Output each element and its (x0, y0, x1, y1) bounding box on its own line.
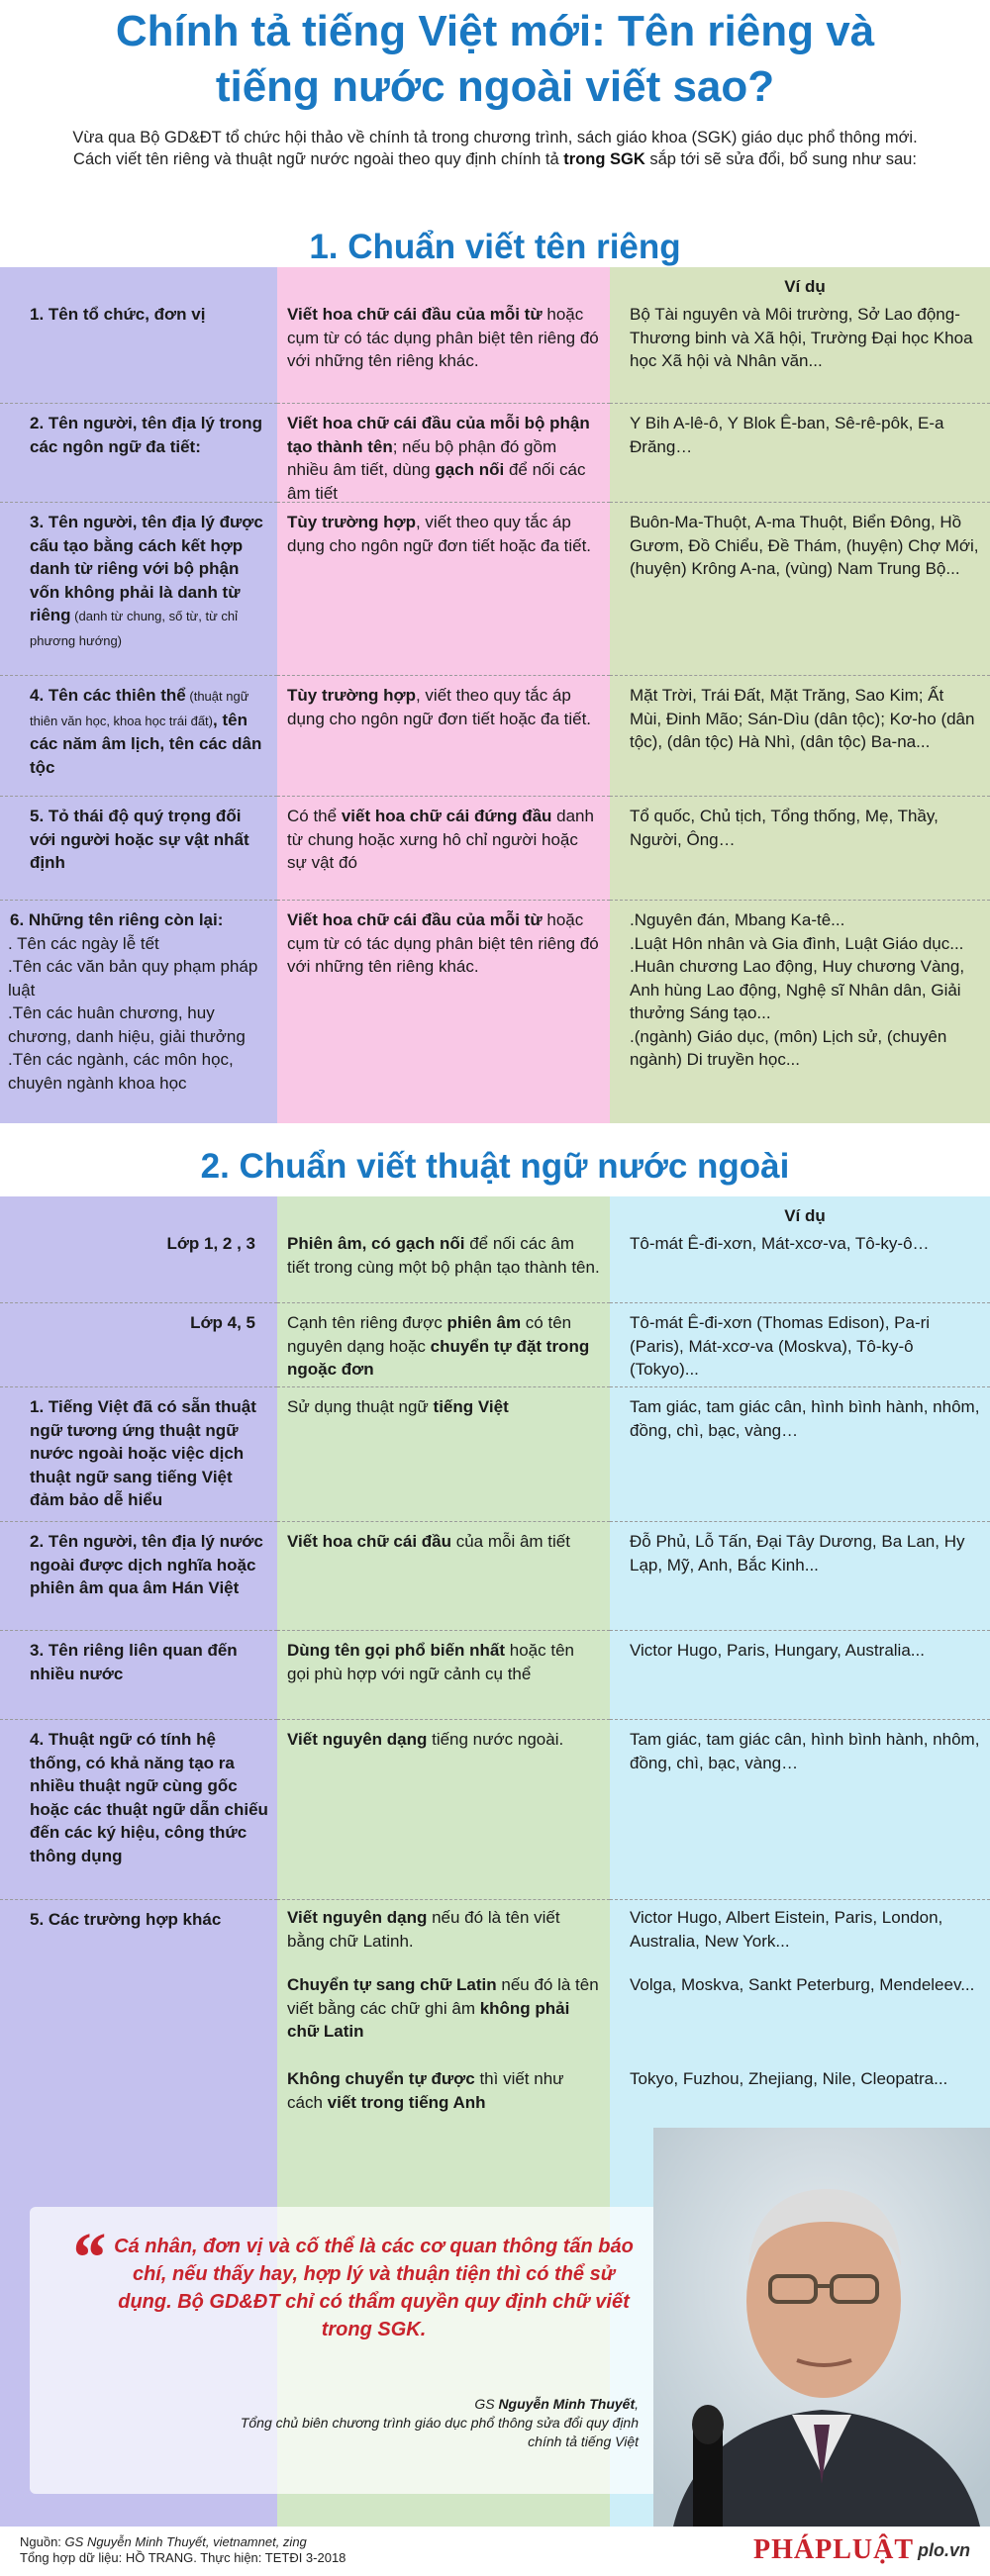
rule-emphasis: Tùy trường hợp (287, 686, 416, 705)
table-row-category: 4. Thuật ngữ có tính hệ thống, có khả năng tạo ra nhiều thuật ngữ cùng gốc hoặc các thuật ngữ dẫn chiếu đến các ký hiệu, công thức thông dụng (0, 1720, 277, 1900)
intro-text-part: Cách viết tên riêng và thuật ngữ nước ngoài theo quy định chính tả (73, 150, 564, 168)
rule-text: để nối các âm tiết trong cùng một bộ phận tạo thành tên. (287, 1234, 600, 1277)
sub-rule (277, 1967, 610, 2061)
rule-emphasis: không phải chữ Latin (287, 1998, 570, 2041)
rule-text: có tên nguyên dạng hoặc (287, 1313, 572, 1356)
table-row-category: Lớp 1, 2 , 3 (0, 1224, 277, 1303)
category-text: , tên các năm âm lịch, tên các dân tộc (30, 710, 262, 777)
table-row-rule (277, 1303, 610, 1387)
example-header: Ví dụ (784, 277, 826, 296)
table-row-rule (277, 1387, 610, 1522)
rule-text: để nối các âm tiết (287, 460, 586, 503)
rule-emphasis: tiếng Việt (433, 1397, 509, 1416)
intro-line-1: Vừa qua Bộ GD&ĐT tổ chức hội thảo về chính tả trong chương trình, sách giáo khoa (SGK) giáo dục phổ thông mới. (72, 129, 918, 146)
table-row-example: Tổ quốc, Chủ tịch, Tổng thống, Mẹ, Thầy, Người, Ông… (610, 797, 990, 901)
rule-emphasis: gạch nối (435, 460, 505, 479)
table-row-example-group (610, 1900, 990, 2138)
category-column (0, 267, 277, 1123)
table-row-rule (277, 1720, 610, 1900)
table-row-rule (277, 1522, 610, 1631)
table-row-category (0, 676, 277, 797)
rule-text: Cạnh tên riêng được (287, 1313, 447, 1332)
table-row-example: Y Bih A-lê-ô, Y Blok Ê-ban, Sê-rê-pôk, E-a Đrăng… (610, 404, 990, 503)
logo-text: PHÁPLUẬT (753, 2534, 914, 2565)
section2-title: 2. Chuẩn viết thuật ngữ nước ngoài (200, 1147, 790, 1186)
table-row-rule (277, 901, 610, 1123)
rule-text: ; nếu bộ phận đó gồm nhiều âm tiết, dùng (287, 436, 557, 479)
header (0, 0, 990, 228)
author-prefix: GS (474, 2396, 499, 2412)
source-line (20, 2534, 346, 2550)
rule-emphasis: Viết hoa chữ cái đầu của mỗi từ (287, 910, 543, 929)
table-row-rule (277, 1224, 610, 1303)
rule-text: danh từ chung hoặc xưng hô chỉ người hoặc sự vật đó (287, 807, 594, 872)
rule-text: hoặc tên gọi phù hợp với ngữ cảnh cụ thể (287, 1641, 574, 1683)
table-row-rule (277, 404, 610, 503)
foreign-terms-table (0, 1196, 990, 2138)
rule-text: tiếng nước ngoài. (427, 1730, 564, 1749)
table-row-rule (277, 295, 610, 404)
example-column (610, 267, 990, 1123)
table-row-category: 2. Tên người, tên địa lý trong các ngôn ngữ đa tiết: (0, 404, 277, 503)
author-role: Tổng chủ biên chương trình giáo dục phổ thông sửa đổi quy định chính tả tiếng Việt (240, 2415, 639, 2449)
table-row-rule (277, 797, 610, 901)
rule-text: nếu đó là tên viết bằng các chữ ghi âm (287, 1975, 599, 2018)
table-row-example: Tam giác, tam giác cân, hình bình hành, nhôm, đồng, chì, bạc, vàng… (610, 1720, 990, 1900)
proper-names-table (0, 267, 990, 1123)
sub-example: Victor Hugo, Albert Eistein, Paris, London, Australia, New York... (630, 1908, 943, 1951)
source-credits (20, 2534, 346, 2566)
header-spacer (0, 1196, 277, 1224)
rule-emphasis: Viết hoa chữ cái đầu (287, 1532, 451, 1551)
rule-emphasis: chuyển tự đặt trong ngoặc đơn (287, 1336, 590, 1379)
rule-emphasis: Dùng tên gọi phổ biến nhất (287, 1641, 506, 1660)
credits-line: Tổng hợp dữ liệu: HỒ TRANG. Thực hiện: TETĐI 3-2018 (20, 2550, 346, 2565)
table-row-category: 5. Các trường hợp khác (30, 1910, 222, 1929)
table-row-category: 1. Tiếng Việt đã có sẵn thuật ngữ tương ứng thuật ngữ nước ngoài hoặc việc dịch thuật ngữ sang tiếng Việt đảm bảo dễ hiểu (0, 1387, 277, 1522)
rule-text: , viết theo quy tắc áp dụng cho ngôn ngữ đơn tiết hoặc đa tiết. (287, 513, 592, 555)
rule-emphasis: Viết hoa chữ cái đầu của mỗi từ (287, 305, 543, 324)
footer (0, 2527, 990, 2576)
intro-line-2 (16, 148, 974, 170)
table-row-example: Tô-mát Ê-đi-xơn (Thomas Edison), Pa-ri (Paris), Mát-xcơ-va (Moskva), Tô-ky-ô (Tokyo)... (610, 1303, 990, 1387)
header-spacer (277, 1196, 610, 1224)
rule-text: của mỗi âm tiết (451, 1532, 570, 1551)
rule-emphasis: Viết nguyên dạng (287, 1730, 428, 1749)
source-text: GS Nguyễn Minh Thuyết, vietnamnet, zing (64, 2534, 307, 2549)
table-row-category: 2. Tên người, tên địa lý nước ngoài được dịch nghĩa hoặc phiên âm qua âm Hán Việt (0, 1522, 277, 1631)
rule-text: nếu đó là tên viết bằng chữ Latinh. (287, 1908, 560, 1951)
table-row-example: .Nguyên đán, Mbang Ka-tê... .Luật Hôn nhân và Gia đình, Luật Giáo dục... .Huân chương Lao động, Huy chương Vàng, Anh hùng Lao động, Nghệ sĩ Nhân dân, Giải thưởng Sáng tạo... .(ngành) Giáo dục, (môn) Lịch sử, (chuyên ngành) Di truyền học... (630, 910, 965, 1069)
quote-box (30, 2207, 658, 2494)
rule-emphasis: Phiên âm, có gạch nối (287, 1234, 465, 1253)
table-row-example: Tô-mát Ê-đi-xơn, Mát-xcơ-va, Tô-ky-ô… (610, 1224, 990, 1303)
table-row-example: Mặt Trời, Trái Đất, Mặt Trăng, Sao Kim; Ất Mùi, Đinh Mão; Sán-Dìu (dân tộc); Kơ-ho (dân tộc), (dân tộc) Hà Nhì, (dân tộc) Ba-na... (610, 676, 990, 797)
category-list: . Tên các ngày lễ tết .Tên các văn bản quy phạm pháp luật .Tên các huân chương, huy chương, danh hiệu, giải thưởng .Tên các ngành, các môn học, chuyên ngành khoa học (8, 933, 258, 1093)
rule-column (277, 267, 610, 1123)
page-title (20, 0, 970, 115)
sub-rule (277, 2061, 610, 2138)
rule-text: Sử dụng thuật ngữ (287, 1397, 434, 1416)
table-row-rule-group (277, 1900, 610, 2138)
intro-text (16, 127, 974, 170)
example-header: Ví dụ (784, 1206, 826, 1225)
table-row-example: Victor Hugo, Paris, Hungary, Australia... (610, 1631, 990, 1720)
author-name: GS Nguyễn Minh Thuyết, (474, 2396, 639, 2412)
header-spacer (277, 267, 610, 295)
section1-title: 1. Chuẩn viết tên riêng (309, 228, 681, 266)
author-name-text: Nguyễn Minh Thuyết (498, 2396, 636, 2412)
logo-domain: plo.vn (918, 2539, 970, 2560)
title-line-1: Chính tả tiếng Việt mới: Tên riêng và (115, 7, 875, 55)
title-line-2: tiếng nước ngoài viết sao? (215, 62, 775, 111)
category-note: (danh từ chung, số từ, từ chỉ phương hướng) (30, 609, 239, 648)
table-row-rule (277, 503, 610, 676)
quote-text: Cá nhân, đơn vị và cố thể là các cơ quan thông tấn báo chí, nếu thấy hay, hợp lý và thuận tiện thì có thể sử dụng. Bộ GD&ĐT chỉ có thẩm quyền quy định chữ viết trong SGK. (114, 2236, 634, 2340)
quote-mark-icon: “ (69, 2218, 105, 2297)
table-row-rule (277, 1631, 610, 1720)
table-row-category (0, 503, 277, 676)
rule-text: Có thể (287, 807, 342, 825)
rule-emphasis: Viết hoa chữ cái đầu của mỗi bộ phận tạo thành tên (287, 414, 590, 456)
rule-column (277, 1196, 610, 2138)
portrait-photo (653, 2128, 990, 2527)
rule-emphasis: viết hoa chữ cái đứng đầu (341, 807, 552, 825)
sub-example: Tokyo, Fuzhou, Zhejiang, Nile, Cleopatra... (630, 2069, 948, 2088)
table-row-rule (277, 676, 610, 797)
rule-emphasis: Không chuyển tự được (287, 2069, 475, 2088)
table-row-category: 1. Tên tổ chức, đơn vị (0, 295, 277, 404)
rule-text: , viết theo quy tắc áp dụng cho ngôn ngữ đơn tiết hoặc đa tiết. (287, 686, 592, 728)
table-row-category (0, 901, 277, 1123)
category-text: 6. Những tên riêng còn lại: (10, 910, 224, 929)
rule-text: hoặc cụm từ có tác dụng phân biệt tên riêng đó với những tên riêng khác. (287, 910, 599, 976)
table-row-category: 5. Tỏ thái độ quý trọng đối với người hoặc sự vật nhất định (0, 797, 277, 901)
table-row-example: Bộ Tài nguyên và Môi trường, Sở Lao động-Thương binh và Xã hội, Trường Đại học Khoa học Xã hội và Nhân văn... (610, 295, 990, 404)
intro-text-part: sắp tới sẽ sửa đổi, bổ sung như sau: (644, 150, 917, 168)
category-column (0, 1196, 277, 2138)
header-spacer (0, 267, 277, 295)
sub-example: Volga, Moskva, Sankt Peterburg, Mendeleev... (630, 1975, 975, 1994)
category-text: 4. Tên các thiên thể (30, 686, 186, 705)
rule-text: thì viết như cách (287, 2069, 564, 2112)
intro-emphasis: trong SGK (563, 150, 645, 168)
rule-emphasis: Chuyển tự sang chữ Latin (287, 1975, 497, 1994)
table-row-example: Buôn-Ma-Thuột, A-ma Thuột, Biển Đông, Hồ Gươm, Đồ Chiểu, Đề Thám, (huyện) Chợ Mới, (huyện) Krông A-na, (vùng) Nam Trung Bộ... (610, 503, 990, 676)
category-text: 3. Tên người, tên địa lý được cấu tạo bằng cách kết hợp danh từ riêng với bộ phận vốn không phải là danh từ riêng (30, 513, 263, 624)
rule-emphasis: Viết nguyên dạng (287, 1908, 428, 1927)
rule-emphasis: phiên âm (446, 1313, 522, 1332)
rule-emphasis: Tùy trường hợp (287, 513, 416, 531)
table-row-category: Lớp 4, 5 (0, 1303, 277, 1387)
rule-emphasis: viết trong tiếng Anh (327, 2092, 486, 2112)
sub-rule (277, 1900, 610, 1967)
table-row-category: 3. Tên riêng liên quan đến nhiều nước (0, 1631, 277, 1720)
example-column (610, 1196, 990, 2138)
table-row-example: Tam giác, tam giác cân, hình bình hành, nhôm, đồng, chì, bạc, vàng… (610, 1387, 990, 1522)
quote-author (223, 2395, 639, 2451)
rule-text: hoặc cụm từ có tác dụng phân biệt tên riêng đó với những tên riêng khác. (287, 305, 599, 370)
source-label: Nguồn: (20, 2534, 65, 2549)
phapluat-logo (753, 2532, 970, 2568)
quote-section (0, 2128, 990, 2527)
table-row-example: Đỗ Phủ, Lỗ Tấn, Đại Tây Dương, Ba Lan, Hy Lạp, Mỹ, Anh, Bắc Kinh... (610, 1522, 990, 1631)
category-note: (thuật ngữ thiên văn học, khoa học trái đất) (30, 689, 249, 728)
